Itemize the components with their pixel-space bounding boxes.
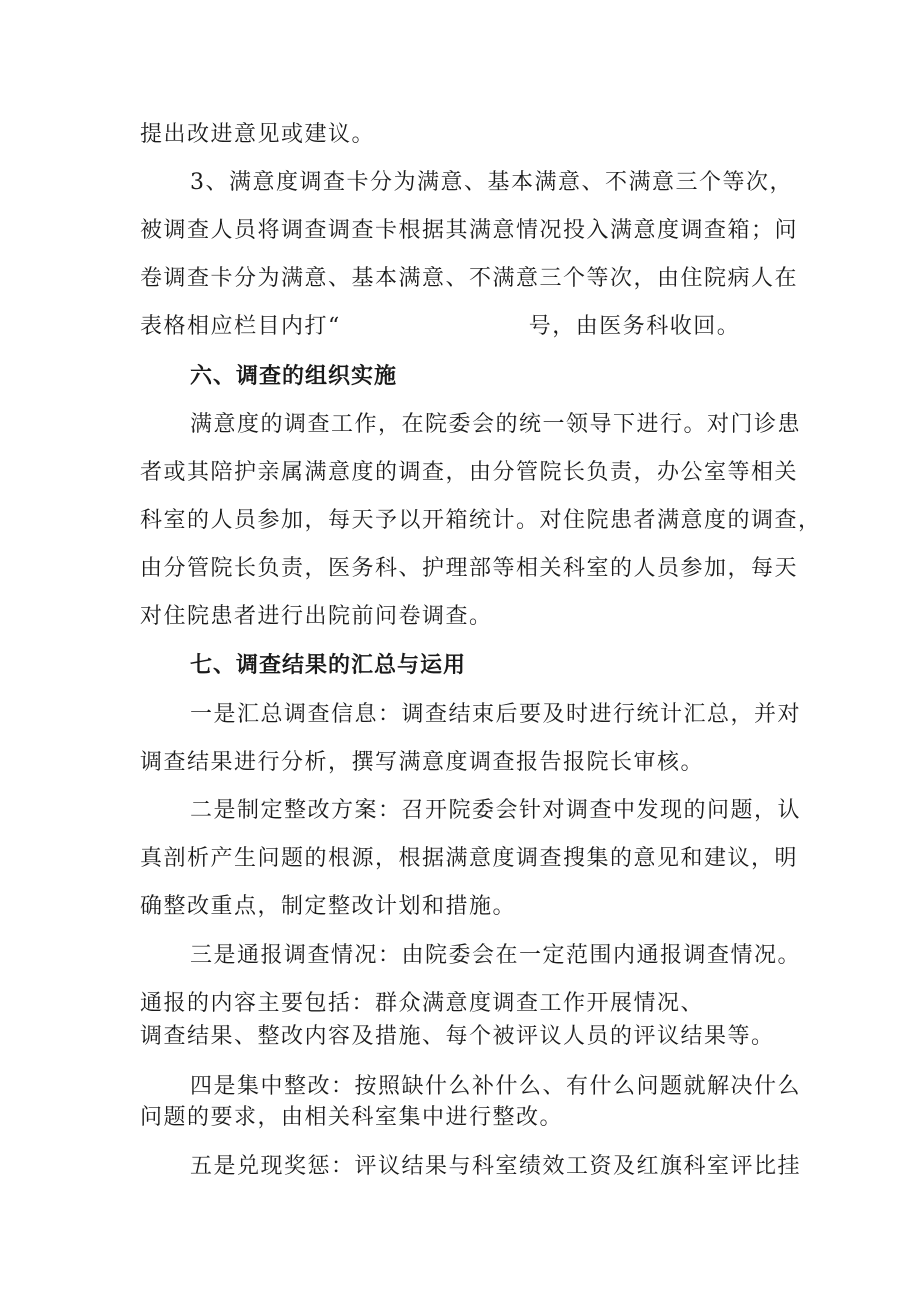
paragraph-line: 通报的内容主要包括：群众满意度调查工作开展情况、 [140,991,705,1016]
paragraph-line: 提出改进意见或建议。 [140,122,376,147]
paragraph-line: 五是兑现奖惩：评议结果与科室绩效工资及红旗科室评比挂 [190,1154,802,1179]
paragraph-line: 调查结果进行分析，撰写满意度调查报告报院长审核。 [140,750,705,775]
paragraph-line: 卷调查卡分为满意、基本满意、不满意三个等次，由住院病人在 [140,266,799,291]
paragraph-line: 三是通报调查情况：由院委会在一定范围内通报调查情况。 [190,943,802,968]
paragraph-line: 3、满意度调查卡分为满意、基本满意、不满意三个等次， [190,170,793,195]
paragraph-line: 二是制定整改方案：召开院委会针对调查中发现的问题，认 [190,798,802,823]
checkmark-prompt-suffix: 号，由医务科收回。 [528,314,741,339]
paragraph-line: 满意度的调查工作，在院委会的统一领导下进行。对门诊患 [190,412,802,437]
paragraph-line: 者或其陪护亲属满意度的调查，由分管院长负责，办公室等相关 [140,460,799,485]
paragraph-line [140,312,740,342]
paragraph-line: 真剖析产生问题的根源，根据满意度调查搜集的意见和建议，明 [140,846,799,871]
section-heading-seven: 七、调查结果的汇总与运用 [190,653,467,678]
paragraph-line: 一是汇总调查信息：调查结束后要及时进行统计汇总，并对 [190,702,802,727]
paragraph-line: 问题的要求，由相关科室集中进行整改。 [140,1105,564,1130]
paragraph-line: 科室的人员参加，每天予以开箱统计。对住院患者满意度的调查， [140,508,822,533]
paragraph-line: 确整改重点，制定整改计划和措施。 [140,894,517,919]
paragraph-line: 对住院患者进行出院前问卷调查。 [140,604,493,629]
paragraph-line: 调查结果、整改内容及措施、每个被评议人员的评议结果等。 [140,1024,775,1049]
paragraph-line: 四是集中整改：按照缺什么补什么、有什么问题就解决什么 [190,1074,802,1099]
paragraph-line: 由分管院长负责，医务科、护理部等相关科室的人员参加，每天 [140,556,799,581]
checkmark-prompt-text: 表格相应栏目内打“ [140,314,341,339]
section-heading-six: 六、调查的组织实施 [190,364,398,389]
paragraph-line: 被调查人员将调查调查卡根据其满意情况投入满意度调查箱；问 [140,218,799,243]
